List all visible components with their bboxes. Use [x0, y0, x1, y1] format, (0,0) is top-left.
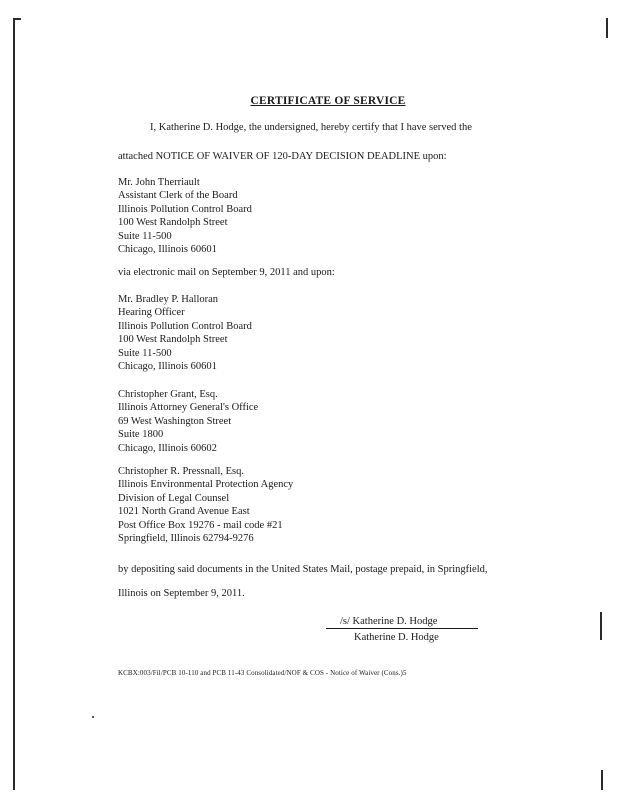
address-line: Suite 11-500 — [118, 347, 172, 359]
recipient-address-3 — [118, 388, 258, 455]
address-line: Chicago, Illinois 60601 — [118, 243, 217, 255]
scan-edge-right-bottom — [601, 770, 603, 790]
scan-edge-right-top — [606, 18, 608, 38]
signer-name: Katherine D. Hodge — [354, 632, 439, 643]
address-line: Suite 1800 — [118, 429, 164, 441]
closing-line-2: Illinois on September 9, 2011. — [118, 588, 245, 599]
address-line: Mr. Bradley P. Halloran — [118, 294, 219, 305]
document-footer-path: KCBX:003/Fil/PCB 10-110 and PCB 11-43 Consolidated/NOF & COS - Notice of Waiver (Cons.)5 — [118, 669, 407, 677]
recipient-address-1 — [118, 176, 252, 256]
scan-edge-corner — [13, 18, 21, 20]
address-line: Hearing Officer — [118, 307, 185, 319]
address-line: Illinois Attorney General's Office — [118, 402, 259, 414]
address-line: Christopher R. Pressnall, Esq. — [118, 466, 244, 477]
address-line: 100 West Randolph Street — [118, 217, 228, 229]
address-line: Springfield, Illinois 62794-9276 — [118, 532, 254, 544]
address-line: Division of Legal Counsel — [118, 492, 230, 504]
recipient-address-4 — [118, 465, 293, 545]
address-line: Illinois Pollution Control Board — [118, 320, 252, 332]
scan-edge-left — [13, 18, 15, 790]
intro-line-2: attached NOTICE OF WAIVER OF 120-DAY DECISION DEADLINE upon: — [118, 151, 447, 162]
intro-line-1: I, Katherine D. Hodge, the undersigned, hereby certify that I have served the — [150, 122, 472, 133]
address-line: Suite 11-500 — [118, 230, 172, 242]
address-line: Chicago, Illinois 60602 — [118, 442, 217, 454]
scan-speck — [92, 716, 94, 718]
recipient-address-2 — [118, 293, 252, 373]
address-line: 100 West Randolph Street — [118, 334, 228, 346]
address-line: 69 West Washington Street — [118, 415, 232, 427]
electronic-signature: /s/ Katherine D. Hodge — [326, 616, 478, 629]
address-line: 1021 North Grand Avenue East — [118, 506, 250, 518]
address-line: Illinois Pollution Control Board — [118, 203, 252, 215]
scan-edge-right-mark — [600, 612, 602, 640]
address-line: Mr. John Therriault — [118, 177, 200, 188]
signature-block — [326, 616, 478, 644]
closing-line-1: by depositing said documents in the United States Mail, postage prepaid, in Springfield, — [118, 564, 488, 575]
address-line: Christopher Grant, Esq. — [118, 389, 218, 400]
address-line: Post Office Box 19276 - mail code #21 — [118, 519, 283, 531]
address-line: Assistant Clerk of the Board — [118, 190, 238, 202]
document-title: CERTIFICATE OF SERVICE — [250, 95, 406, 107]
via-electronic-line: via electronic mail on September 9, 2011 and upon: — [118, 267, 335, 278]
address-line: Chicago, Illinois 60601 — [118, 360, 217, 372]
address-line: Illinois Environmental Protection Agency — [118, 479, 294, 491]
